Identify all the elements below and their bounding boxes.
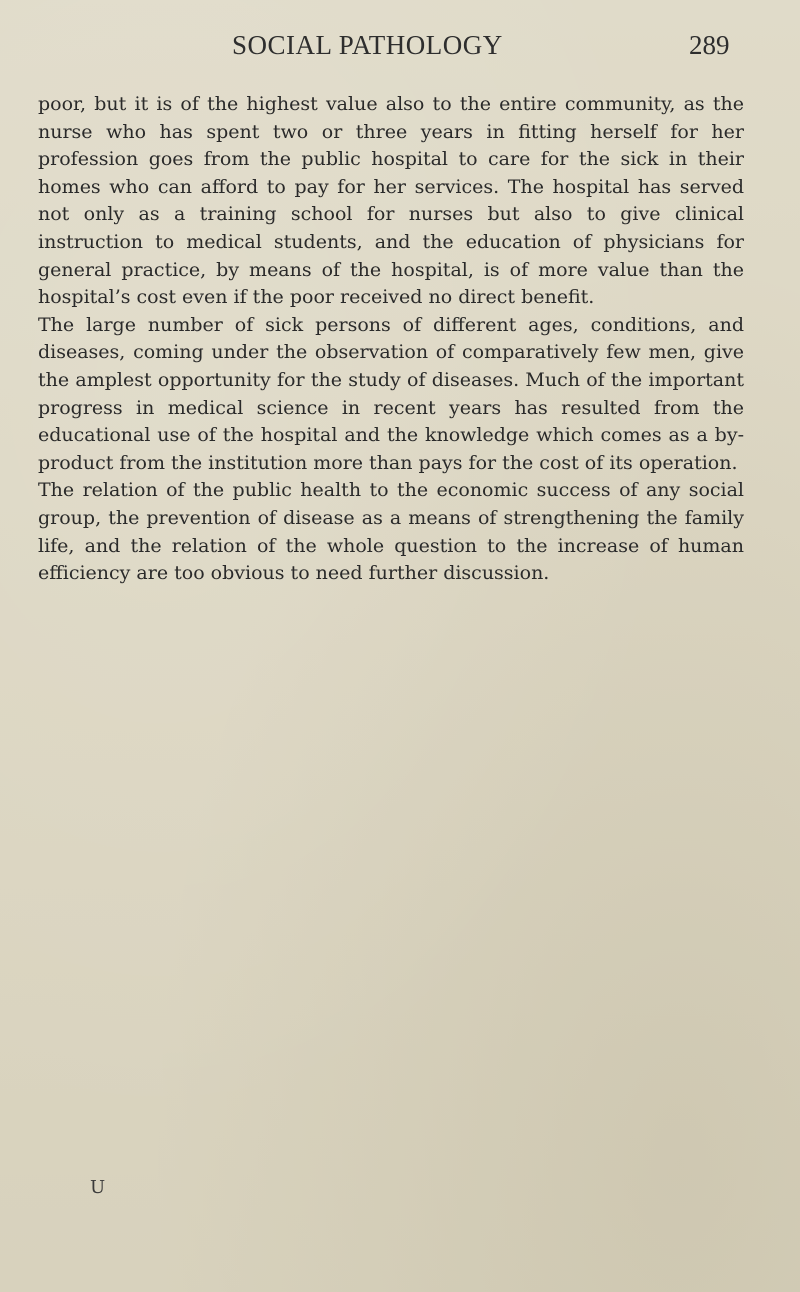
running-header	[0, 30, 800, 70]
paragraph: poor, but it is of the highest value also to the entire community, as the nurse who has spent two or three years in fitting herself for her profession goes from the public hospital to care for the sick in their homes who can afford to pay for her services. The hospital has served not only as a training school for nurses but also to give clinical instruction to medical students, and the education of physicians for general practice, by means of the hospital, is of more value than the hospital’s cost even if the poor received no direct benefit.	[38, 93, 744, 309]
paragraph: The relation of the public health to the economic success of any social group, the prevention of disease as a means of strengthening the family life, and the relation of the whole question to the increase of human efficiency are too obvious to need further discussion.	[38, 479, 744, 585]
page-number: 289	[689, 30, 730, 60]
paragraph: The large number of sick persons of different ages, conditions, and diseases, coming under the observation of comparatively few men, give the amplest opportunity for the study of diseases. Much of the important progress in medical science in recent years has resulted from the educational use of the hospital and the knowledge which comes as a by-product from the institution more than pays for the cost of its operation.	[38, 313, 744, 474]
body-text	[38, 91, 744, 588]
signature-mark: U	[90, 1177, 106, 1198]
running-title: SOCIAL PATHOLOGY	[232, 30, 503, 60]
